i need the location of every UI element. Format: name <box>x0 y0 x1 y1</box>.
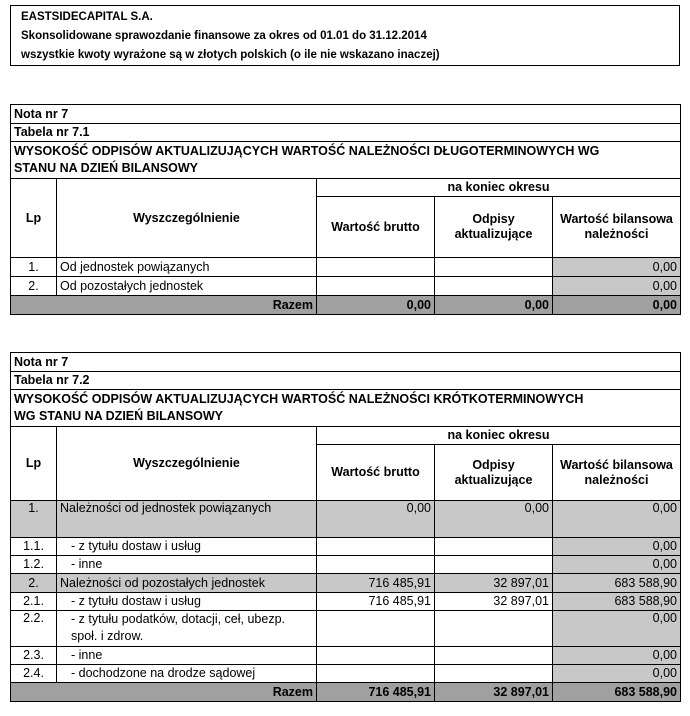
table-title <box>11 390 681 427</box>
col-header-lp: Lp <box>11 427 57 501</box>
cell-brutto <box>317 611 435 647</box>
cell-brutto <box>317 277 435 296</box>
total-label: Razem <box>11 683 317 702</box>
col-header-lp: Lp <box>11 179 57 258</box>
cell-bilans: 0,00 <box>553 647 681 665</box>
total-label: Razem <box>11 296 317 315</box>
cell-description: - z tytułu podatków, dotacji, ceł, ubezp. społ. i zdrow. <box>57 611 317 647</box>
table-title-line2: WG STANU NA DZIEŃ BILANSOWY <box>14 409 224 423</box>
table-title-line1: WYSOKOŚĆ ODPISÓW AKTUALIZUJĄCYCH WARTOŚĆ NALEŻNOŚCI KRÓTKOTERMINOWYCH <box>14 392 584 406</box>
cell-description: Od pozostałych jednostek <box>57 277 317 296</box>
table-row <box>11 501 681 538</box>
table-7-1 <box>10 104 681 315</box>
cell-brutto: 0,00 <box>317 501 435 538</box>
table-title-line2: STANU NA DZIEŃ BILANSOWY <box>14 161 199 175</box>
table-title-line1: WYSOKOŚĆ ODPISÓW AKTUALIZUJĄCYCH WARTOŚĆ NALEŻNOŚCI DŁUGOTERMINOWYCH WG <box>14 144 600 158</box>
table-row <box>11 574 681 593</box>
col-header-brutto: Wartość brutto <box>317 197 435 258</box>
cell-odpisy <box>435 665 553 683</box>
cell-bilans: 683 588,90 <box>553 593 681 611</box>
cell-lp: 2.1. <box>11 593 57 611</box>
table-row <box>11 647 681 665</box>
cell-bilans: 0,00 <box>553 501 681 538</box>
cell-description: Od jednostek powiązanych <box>57 258 317 277</box>
col-group-header: na koniec okresu <box>317 179 681 197</box>
tabela-label: Tabela nr 7.1 <box>11 124 681 142</box>
cell-bilans: 0,00 <box>553 258 681 277</box>
cell-odpisy: 32 897,01 <box>435 593 553 611</box>
table-row <box>11 556 681 574</box>
cell-lp: 2. <box>11 574 57 593</box>
cell-odpisy <box>435 258 553 277</box>
cell-bilans: 0,00 <box>553 611 681 647</box>
cell-description: - z tytułu dostaw i usług <box>57 593 317 611</box>
cell-odpisy <box>435 611 553 647</box>
total-bilans: 0,00 <box>553 296 681 315</box>
cell-odpisy <box>435 647 553 665</box>
cell-description: - dochodzone na drodze sądowej <box>57 665 317 683</box>
total-odpisy: 32 897,01 <box>435 683 553 702</box>
cell-odpisy <box>435 556 553 574</box>
col-header-odpisy: Odpisy aktualizujące <box>435 197 553 258</box>
table-row <box>11 593 681 611</box>
cell-description: Należności od pozostałych jednostek <box>57 574 317 593</box>
table-row <box>11 665 681 683</box>
total-bilans: 683 588,90 <box>553 683 681 702</box>
company-name: EASTSIDECAPITAL S.A. <box>21 11 153 23</box>
cell-description: Należności od jednostek powiązanych <box>57 501 317 538</box>
cell-odpisy: 0,00 <box>435 501 553 538</box>
total-row <box>11 683 681 702</box>
col-header-bilans: Wartość bilansowa należności <box>553 445 681 501</box>
cell-lp: 1.2. <box>11 556 57 574</box>
table-title <box>11 142 681 179</box>
nota-label: Nota nr 7 <box>11 105 681 124</box>
cell-lp: 1. <box>11 258 57 277</box>
cell-bilans: 683 588,90 <box>553 574 681 593</box>
total-brutto: 716 485,91 <box>317 683 435 702</box>
table-row <box>11 277 681 296</box>
cell-brutto <box>317 556 435 574</box>
cell-description: - inne <box>57 556 317 574</box>
cell-odpisy: 32 897,01 <box>435 574 553 593</box>
col-header-brutto: Wartość brutto <box>317 445 435 501</box>
col-group-header: na koniec okresu <box>317 427 681 445</box>
total-odpisy: 0,00 <box>435 296 553 315</box>
cell-brutto: 716 485,91 <box>317 574 435 593</box>
cell-lp: 1.1. <box>11 538 57 556</box>
cell-lp: 1. <box>11 501 57 538</box>
cell-lp: 2.2. <box>11 611 57 647</box>
cell-brutto <box>317 647 435 665</box>
cell-brutto <box>317 538 435 556</box>
table-7-2 <box>10 352 681 702</box>
currency-note: wszystkie kwoty wyrażone są w złotych polskich (o ile nie wskazano inaczej) <box>21 49 440 61</box>
cell-bilans: 0,00 <box>553 538 681 556</box>
cell-brutto <box>317 258 435 277</box>
cell-odpisy <box>435 538 553 556</box>
col-header-description: Wyszczególnienie <box>57 179 317 258</box>
cell-odpisy <box>435 277 553 296</box>
cell-bilans: 0,00 <box>553 277 681 296</box>
cell-bilans: 0,00 <box>553 556 681 574</box>
cell-description: - z tytułu dostaw i usług <box>57 538 317 556</box>
table-row <box>11 611 681 647</box>
tabela-label: Tabela nr 7.2 <box>11 372 681 390</box>
cell-lp: 2.4. <box>11 665 57 683</box>
document-header <box>10 5 680 66</box>
total-row <box>11 296 681 315</box>
report-subtitle: Skonsolidowane sprawozdanie finansowe za okres od 01.01 do 31.12.2014 <box>21 30 427 42</box>
cell-lp: 2.3. <box>11 647 57 665</box>
total-brutto: 0,00 <box>317 296 435 315</box>
col-header-bilans: Wartość bilansowa należności <box>553 197 681 258</box>
cell-description: - inne <box>57 647 317 665</box>
cell-brutto <box>317 665 435 683</box>
cell-brutto: 716 485,91 <box>317 593 435 611</box>
cell-bilans: 0,00 <box>553 665 681 683</box>
table-row <box>11 538 681 556</box>
nota-label: Nota nr 7 <box>11 353 681 372</box>
col-header-description: Wyszczególnienie <box>57 427 317 501</box>
col-header-odpisy: Odpisy aktualizujące <box>435 445 553 501</box>
table-row <box>11 258 681 277</box>
cell-lp: 2. <box>11 277 57 296</box>
